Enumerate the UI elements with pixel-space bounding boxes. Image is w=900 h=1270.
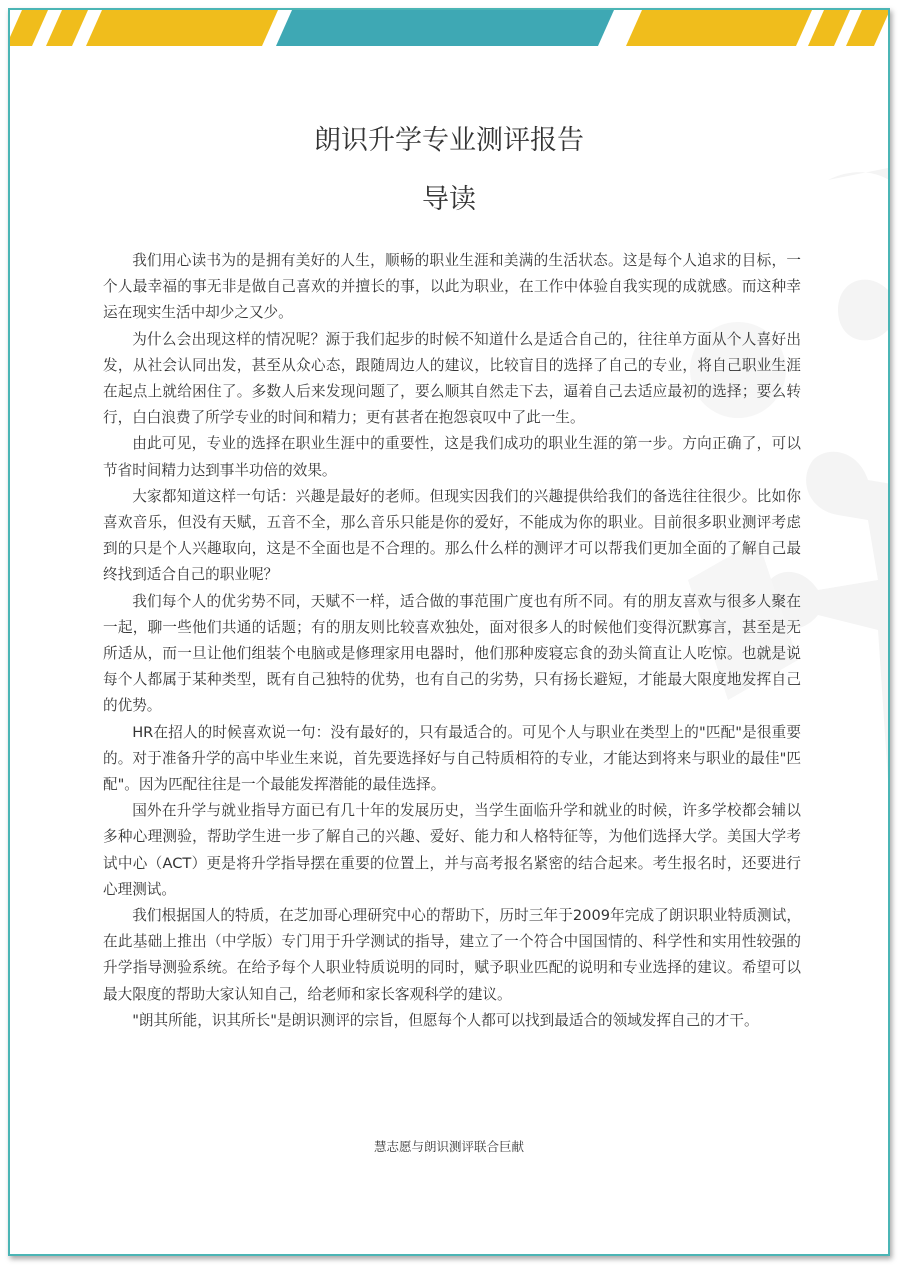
section-heading: 导读: [422, 184, 476, 215]
report-page: [8, 8, 890, 1256]
stripe-yellow-3: [86, 10, 278, 46]
intro-body: [103, 248, 801, 1034]
stripe-yellow-5: [808, 10, 850, 46]
stripe-yellow-6: [846, 10, 888, 46]
report-title: 朗识升学专业测评报告: [314, 125, 584, 156]
paragraph-2: 为什么会出现这样的情况呢？源于我们起步的时候不知道什么是适合自己的，往往单方面从个人喜好出发，从社会认同出发，甚至从众心态，跟随周边人的建议，比较盲目的选择了自己的专业，将自己职业生涯在起点上就给困住了。多数人后来发现问题了，要么顺其自然走下去，逼着自己去适应最初的选择；要么转行，白白浪费了所学专业的时间和精力；更有甚者在抱怨哀叹中了此一生。: [103, 330, 801, 427]
paragraph-6: HR在招人的时候喜欢说一句：没有最好的，只有最适合的。可见个人与职业在类型上的"匹配"是很重要的。对于准备升学的高中毕业生来说，首先要选择好与自己特质相符的专业，才能达到将来与职业的最佳"匹配"。因为匹配往往是一个最能发挥潜能的最佳选择。: [103, 723, 801, 794]
paragraph-7: 国外在升学与就业指导方面已有几十年的发展历史，当学生面临升学和就业的时候，许多学校都会辅以多种心理测验，帮助学生进一步了解自己的兴趣、爱好、能力和人格特征等，为他们选择大学。美国大学考试中心（ACT）更是将升学指导摆在重要的位置上，并与高考报名紧密的结合起来。考生报名时，还要进行心理测试。: [103, 802, 801, 898]
paragraph-9: "朗其所能，识其所长"是朗识测评的宗旨，但愿每个人都可以找到最适合的领域发挥自己的才干。: [132, 1011, 759, 1029]
paragraph-8: 我们根据国人的特质，在芝加哥心理研究中心的帮助下，历时三年于2009年完成了朗识职业特质测试，在此基础上推出（中学版）专门用于升学测试的指导，建立了一个符合中国国情的、科学性和实用性较强的升学指导测验系统。在给予每个人职业特质说明的同时，赋予职业匹配的说明和专业选择的建议。希望可以最大限度的帮助大家认知自己，给老师和家长客观科学的建议。: [103, 907, 801, 1003]
stripe-yellow-4: [626, 10, 812, 46]
top-stripes-banner: [10, 10, 888, 46]
paragraph-3: 由此可见，专业的选择在职业生涯中的重要性，这是我们成功的职业生涯的第一步。方向正确了，可以节省时间精力达到事半功倍的效果。: [103, 435, 801, 479]
paragraph-1: 我们用心读书为的是拥有美好的人生，顺畅的职业生涯和美满的生活状态。这是每个人追求的目标，一个人最幸福的事无非是做自己喜欢的并擅长的事，以此为职业，在工作中体验自我实现的成就感。而这种幸运在现实生活中却少之又少。: [103, 252, 801, 322]
footer-credit: 慧志愿与朗识测评联合巨献: [373, 1139, 524, 1154]
stripe-yellow-2: [46, 10, 88, 46]
paragraph-5: 我们每个人的优劣势不同，天赋不一样，适合做的事范围广度也有所不同。有的朋友喜欢与很多人聚在一起，聊一些他们共通的话题；有的朋友则比较喜欢独处，面对很多人的时候他们变得沉默寡言，甚至是无所适从，而一旦让他们组装个电脑或是修理家用电器时，他们那种废寝忘食的劲头简直让人吃惊。也就是说每个人都属于某种类型，既有自己独特的优势，也有自己的劣势，只有扬长避短，才能最大限度地发挥自己的优势。: [103, 592, 801, 715]
paragraph-4: 大家都知道这样一句话：兴趣是最好的老师。但现实因我们的兴趣提供给我们的备选往往很少。比如你喜欢音乐，但没有天赋，五音不全，那么音乐只能是你的爱好，不能成为你的职业。目前很多职业测评考虑到的只是个人兴趣取向，这是不全面也是不合理的。那么什么样的测评才可以帮我们更加全面的了解自己最终找到适合自己的职业呢？: [103, 487, 801, 584]
stripe-yellow-1: [10, 10, 48, 46]
stripe-teal-1: [276, 10, 614, 46]
